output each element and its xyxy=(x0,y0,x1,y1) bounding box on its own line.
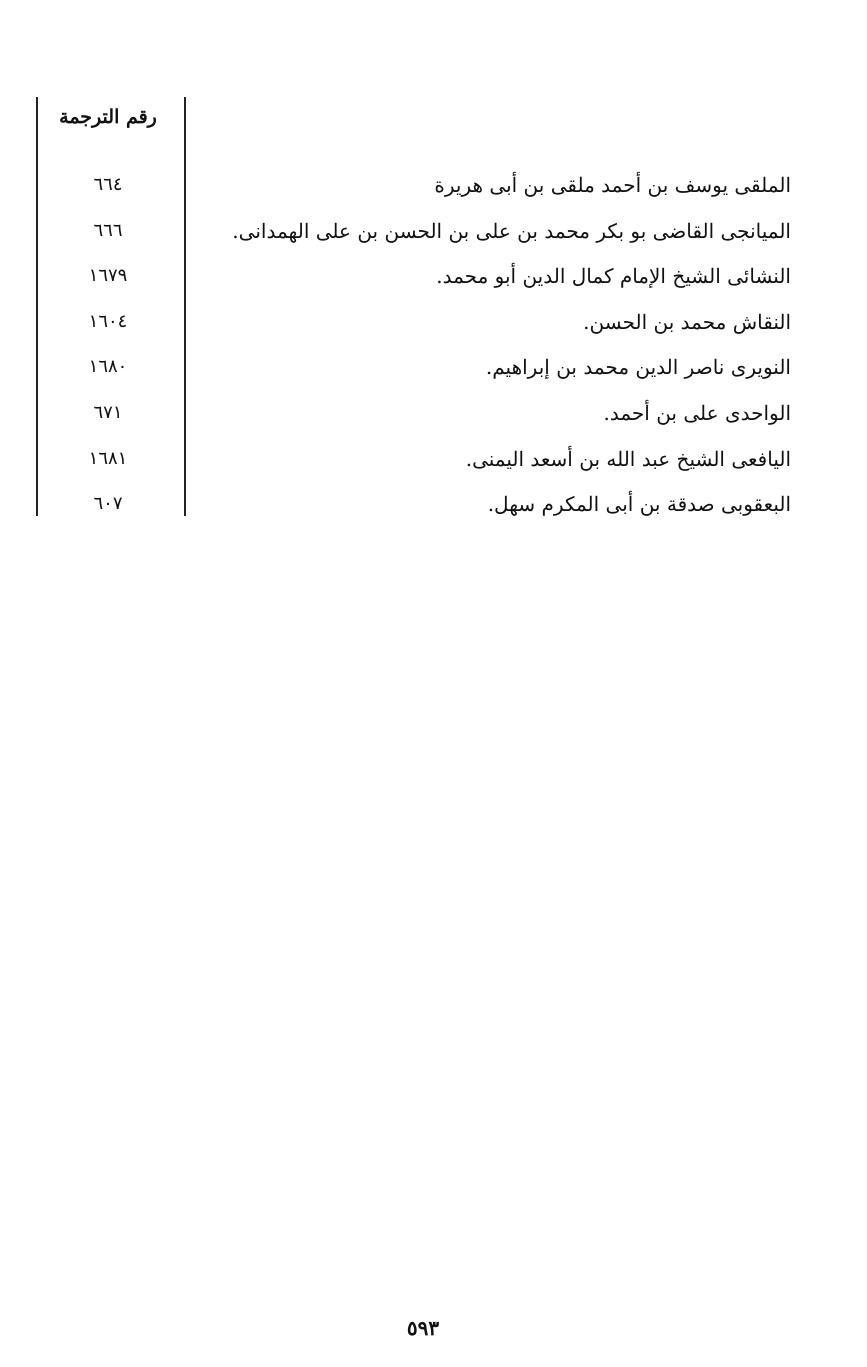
entry-name: النويرى ناصر الدين محمد بن إبراهيم. xyxy=(485,355,791,380)
index-entry xyxy=(0,350,867,396)
index-entry xyxy=(0,259,867,305)
entry-name: النقاش محمد بن الحسن. xyxy=(583,309,791,334)
entry-number: ١٦٨٠ xyxy=(88,356,128,378)
entry-number: ٦٦٦ xyxy=(93,219,123,241)
index-entries-list xyxy=(0,168,867,533)
entry-number: ٦٧١ xyxy=(93,401,123,423)
entry-name: اليافعى الشيخ عبد الله بن أسعد اليمنى. xyxy=(465,446,791,471)
entry-number: ٦٠٧ xyxy=(93,493,123,515)
entry-name: الملقى يوسف بن أحمد ملقى بن أبى هريرة xyxy=(434,173,791,197)
index-entry xyxy=(0,487,867,533)
entry-number: ١٦٧٩ xyxy=(88,265,128,287)
entry-name: البعقوبى صدقة بن أبى المكرم سهل. xyxy=(487,492,791,517)
entry-name: الميانجى القاضى بو بكر محمد بن على بن الحسن بن على الهمدانى. xyxy=(232,218,791,243)
index-entry xyxy=(0,305,867,351)
entry-number: ١٦٠٤ xyxy=(88,310,128,332)
entry-name: الواحدى على بن أحمد. xyxy=(603,400,791,425)
index-entry xyxy=(0,168,867,214)
entry-number: ٦٦٤ xyxy=(93,174,123,195)
number-column-header: رقم الترجمة xyxy=(59,106,157,128)
index-entry xyxy=(0,396,867,442)
page-number: ٥٩٣ xyxy=(406,1316,440,1340)
entry-name: النشائى الشيخ الإمام كمال الدين أبو محمد. xyxy=(436,264,791,289)
index-entry xyxy=(0,214,867,260)
index-entry xyxy=(0,442,867,488)
entry-number: ١٦٨١ xyxy=(88,447,128,469)
